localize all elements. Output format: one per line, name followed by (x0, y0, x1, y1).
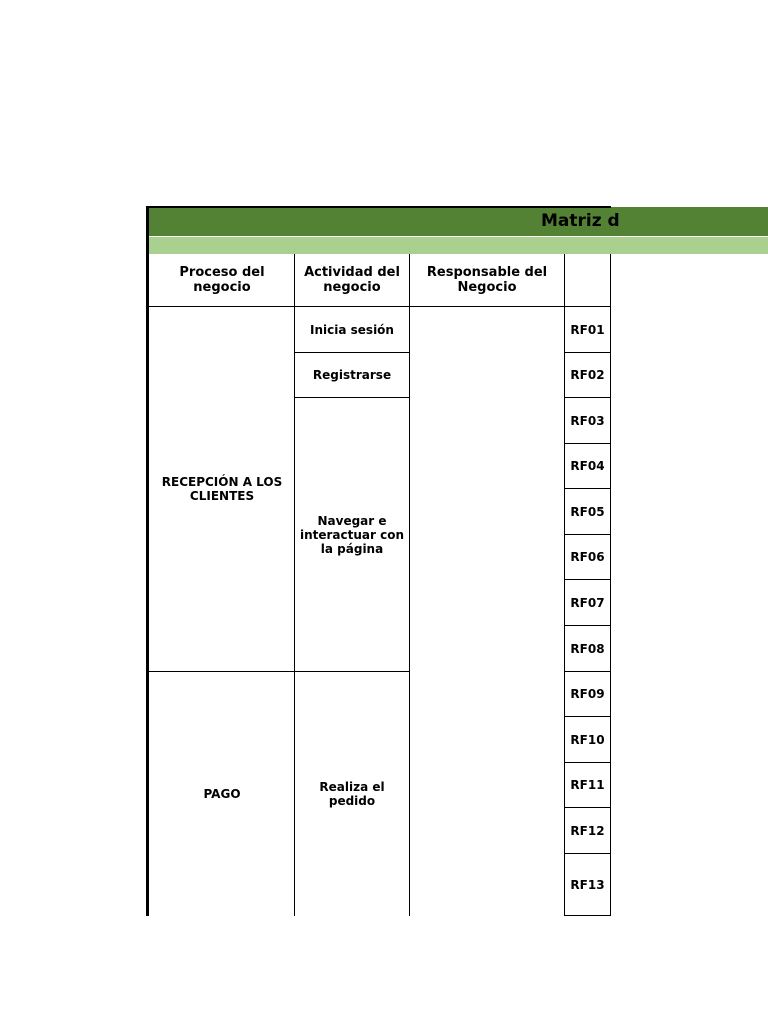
table-left-border (146, 206, 149, 916)
process-cell: RECEPCIÓN A LOS CLIENTES (161, 475, 283, 503)
activity-cell: Realiza el pedido (319, 780, 385, 808)
rf-divider (564, 915, 611, 916)
column-divider (610, 254, 611, 916)
header-divider (409, 306, 565, 307)
requirement-id: RF04 (570, 459, 605, 473)
activity-cell: Navegar e interactuar con la página (299, 513, 405, 556)
requirement-id: RF10 (570, 732, 605, 747)
requirement-id: RF01 (570, 322, 605, 337)
requirement-id: RF07 (570, 595, 605, 610)
matrix-title: Matriz d (541, 211, 620, 231)
header-process: Proceso del negocio (179, 265, 265, 295)
requirement-id: RF05 (570, 504, 605, 519)
activity-cell: Inicia sesión (310, 322, 394, 337)
requirement-id: RF11 (570, 778, 605, 792)
column-divider (409, 254, 410, 916)
requirement-id: RF03 (570, 413, 605, 428)
requirement-id: RF12 (570, 823, 605, 838)
subtitle-bar (148, 237, 768, 254)
requirement-id: RF06 (570, 550, 605, 564)
column-divider (294, 254, 295, 916)
requirement-id: RF09 (570, 687, 605, 701)
table-top-border (146, 206, 611, 208)
requirement-id: RF02 (570, 368, 605, 382)
header-activity: Actividad del negocio (304, 265, 400, 295)
requirement-id: RF13 (570, 877, 605, 892)
requirement-id: RF08 (570, 641, 605, 656)
process-cell: PAGO (203, 787, 241, 801)
title-bar (148, 207, 768, 236)
header-responsible: Responsable del Negocio (426, 265, 548, 295)
activity-cell: Registrarse (312, 368, 392, 382)
